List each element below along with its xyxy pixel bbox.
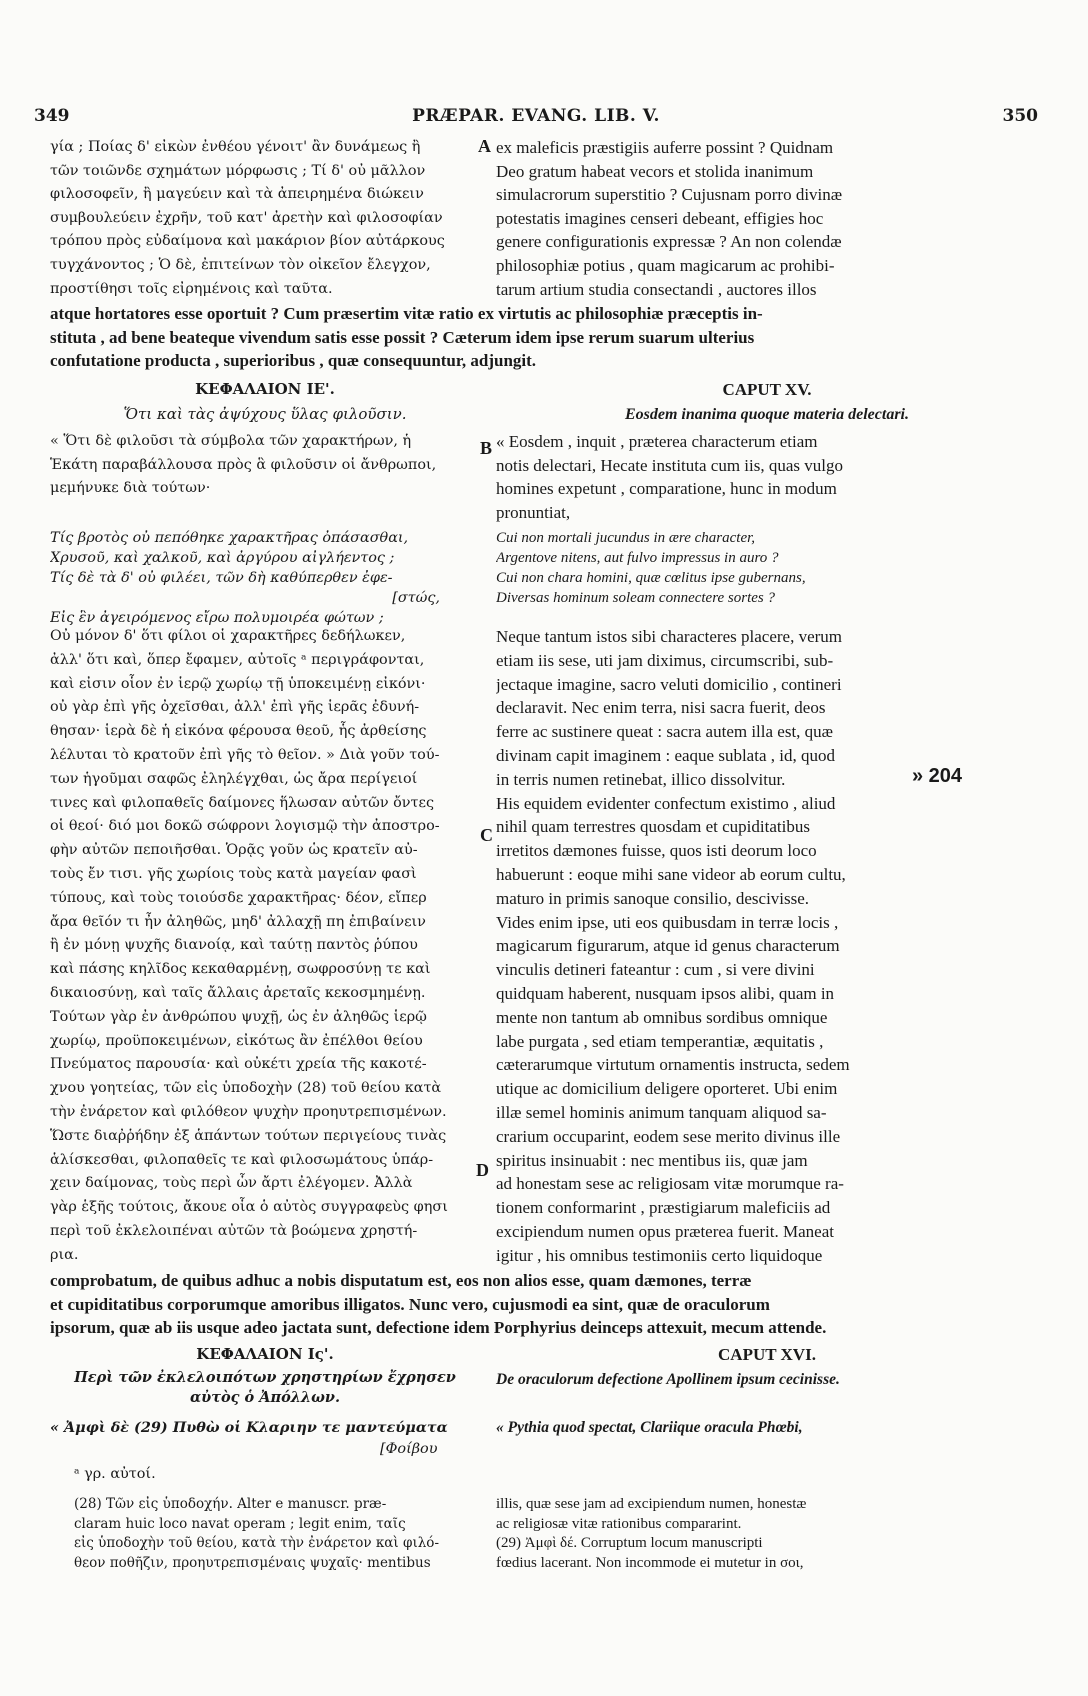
greek-text-line: περὶ τοῦ ἐκλελοιπέναι αὐτῶν τὰ βοώμενα χρηστή- [50, 1222, 418, 1239]
footnote-line: (28) Τῶν εἰς ὑποδοχήν. Alter e manuscr. præ- [74, 1496, 387, 1512]
greek-text-line: φιλοσοφεῖν, ἢ μαγεύειν καὶ τὰ ἀπειρημένα διώκειν [50, 186, 424, 203]
greek-text-line: καὶ εἰσιν οἷον ἐν ἱερῷ χωρίῳ τῇ ὑποκειμένῃ εἰκόνι· [50, 675, 426, 692]
latin-verse-line: Diversas hominum soleam connectere sortes ? [496, 590, 775, 606]
footnote-line: ac religiosæ vitæ rationibus compararint. [496, 1515, 742, 1532]
greek-text-line: Ἑκάτη παραβάλλουσα πρὸς ἃ φιλοῦσιν οἱ ἄνθρωποι, [50, 456, 437, 473]
latin-text-line: excipiendum numen opus præterea fuerit. Maneat [496, 1221, 834, 1241]
greek-top-column [50, 136, 490, 301]
latin-text-line: habuerunt : eoque mihi sane videor ab eorum cultu, [496, 864, 846, 884]
greek-chapter-heading-16: ΚΕΦΑΛΑΙΟΝ Ις'. [196, 1345, 334, 1363]
latin-text-line: maturo in primis sanoque consilio, descivisse. [496, 888, 810, 908]
greek-text-line: οὐ γὰρ ἐπὶ γῆς ὀχεῖσθαι, ἀλλ' ἐπὶ γῆς ἱερᾶς ἐδυνή- [50, 699, 420, 716]
latin-text-line: in terris numen retinebat, illico dissolvitur. [496, 769, 786, 789]
greek-verse-16-cont: [Φοίβου [380, 1441, 438, 1457]
latin-body-15 [496, 625, 1038, 1268]
footnote-line: claram huic loco navat operam ; legit enim, ταῖς [74, 1515, 406, 1532]
running-title: PRÆPAR. EVANG. LIB. V. [412, 106, 660, 126]
greek-chapter-heading-15: ΚΕΦΑΛΑΙΟΝ ΙΕ'. [195, 380, 335, 398]
latin-text-line: Vides enim ipse, uti eos quibusdam in terræ locis , [496, 912, 839, 932]
greek-verse-line: [στώς, [392, 590, 440, 606]
footnote-line: θεον ποθῆζιν, προηυτρεπισμέναις ψυχαῖς· mentibus [74, 1554, 431, 1571]
greek-text-line: « Ὅτι δὲ φιλοῦσι τὰ σύμβολα τῶν χαρακτήρων, ἡ [50, 433, 412, 449]
latin-text-line: ex maleficis præstigiis auferre possint ? Quidnam [496, 138, 834, 157]
latin-text-line: etiam iis sese, uti jam diximus, circumscribi, sub- [496, 650, 834, 670]
latin-text-line: genere configurationis expressæ ? An non colendæ [496, 232, 842, 252]
greek-text-line: χνου γοητείας, τῶν εἰς ὑποδοχὴν (28) τοῦ θείου κατὰ [50, 1080, 442, 1097]
latin-verse-line: Cui non mortali jucundus in ære character, [496, 530, 756, 546]
latin-text-line: magicarum figurarum, atque id genus characterum [496, 936, 840, 956]
greek-text-line: Τούτων γὰρ ἐν ἀνθρώπου ψυχῇ, ὡς ἐν ἀληθῶς ἱερῷ [50, 1008, 427, 1025]
margin-marker-c: C [480, 825, 493, 845]
greek-text-line: ἁλίσκεσθαι, φιλοπαθεῖς τε καὶ φιλοσωμάτους ὑπάρ- [50, 1151, 434, 1168]
latin-chapter-subtitle-15: Eosdem inanima quoque materia delectari. [624, 406, 909, 423]
greek-text-line: χειν δαίμονας, τοὺς περὶ ὧν ἄρτι ἐλέγομεν. Ἀλλὰ [50, 1175, 413, 1192]
footnote-line: εἰς ὑποδοχὴν τοῦ θείου, κατὰ τὴν ἐνάρετον καὶ φιλό- [74, 1535, 440, 1551]
greek-text-line: θησαν· ἱερὰ δὲ ἡ εἰκόνα φέρουσα θεοῦ, ἧς ἀρθείσης [50, 723, 427, 740]
greek-text-line: μεμήνυκε διὰ τούτων· [50, 480, 211, 497]
greek-text-line: τινες καὶ φιλοπαθεῖς δαίμονες ἥλωσαν αὐτῶν ὄντες [50, 794, 435, 811]
latin-text-line: tionem conformarint , præstigiarum maleficiis ad [496, 1198, 831, 1218]
latin-text-line: pronuntiat, [496, 502, 571, 522]
latin-chapter-heading-15: CAPUT XV. [722, 380, 812, 399]
latin-chapter-subtitle-16: De oraculorum defectione Apollinem ipsum cecinisse. [496, 1371, 840, 1388]
latin-text-line: labe purgata , sed etiam temperantiæ, æquitatis , [496, 1031, 824, 1051]
greek-text-line: τῶν τοιῶνδε σχημάτων μόρφωσις ; Τί δ' οὐ μᾶλλον [50, 162, 426, 179]
greek-text-line: τὴν ἐνάρετον καὶ φιλόθεον ψυχὴν προηυτρεπισμένων. [50, 1103, 447, 1120]
latin-text-line: igitur , his omnibus testimoniis certo liquidoque [496, 1245, 823, 1265]
greek-text-line: χωρίῳ, προϋποκειμένων, εἰκότως ἂν ἐπέλθοι θείου [50, 1032, 423, 1049]
latin-text-line: mente non tantum ab omnibus sordibus omnique [496, 1007, 828, 1027]
greek-text-line: Οὐ μόνον δ' ὅτι φίλοι οἱ χαρακτῆρες δεδήλωκεν, [50, 628, 406, 644]
latin-verse-16: « Pythia quod spectat, Clariique oracula Phœbi, [496, 1419, 803, 1436]
latin-text-line: jectaque imagine, sacro veluti domicilio , contineri [496, 674, 842, 694]
right-page-number: 350 [1002, 106, 1038, 126]
greek-text-line: τρόπου πρὸς εὐδαίμονα καὶ μακάριον βίον αὐτάρκους [50, 233, 445, 250]
left-page-number: 349 [34, 106, 70, 126]
latin-text-line: declaravit. Nec enim terra, nisi sacra fuerit, deos [496, 698, 826, 718]
latin-text-line: et cupiditatibus corporumque amoribus illigatos. Nunc vero, cujusmodi ea sint, quæ de oraculorum [50, 1294, 770, 1314]
latin-text-line: simulacrorum superstitio ? Cujusnam porro divinæ [496, 185, 843, 205]
latin-text-line: ferre ac sustinere queat : sacra autem illa est, quæ [496, 722, 834, 742]
latin-text-line: Deo gratum habeat vecors et stolida inanimum [496, 161, 814, 181]
margin-marker-d: D [476, 1160, 489, 1180]
greek-text-line: γὰρ ἑξῆς τούτοις, ἄκουε οἷα ὁ αὐτὸς συγγραφεὺς φησι [50, 1199, 448, 1216]
latin-verse-line: Cui non chara homini, quæ cœlitus ipse gubernans, [496, 570, 806, 586]
latin-full-width-2 [50, 1269, 1038, 1340]
greek-verse-16: « Ἀμφὶ δὲ (29) Πυθὼ οἱ Κλαριην τε μαντεύματα [50, 1419, 448, 1436]
greek-text-line: ρια. [50, 1246, 79, 1263]
greek-text-line: λέλυται τὸ κρατοῦν ἐπὶ γῆς τὸ θεῖον. » Διὰ γοῦν τού- [50, 746, 440, 763]
greek-chapter-subtitle-15: Ὅτι καὶ τὰς ἀψύχους ὕλας φιλοῦσιν. [123, 405, 407, 423]
greek-text-line: τύπους, καὶ τοὺς τοιούσδε χαρακτῆρας· δέον, εἴπερ [50, 889, 427, 906]
latin-text-line: spiritus insinuabit : nec mentibus iis, quæ jam [496, 1150, 808, 1170]
greek-text-line: φὴν αὐτῶν πεποιῆσθαι. Ὁρᾷς γοῦν ὡς κρατεῖν αὐ- [50, 842, 418, 859]
footnote-line: fœdius lacerant. Non incommode ei mutetur in σοι, [496, 1554, 804, 1571]
greek-text-line: Ὥστε διαῤῥήδην ἐξ ἁπάντων τούτων περιγείους τινὰς [50, 1127, 447, 1144]
greek-text-line: οἱ θεοί· διό μοι δοκῶ σώφρονι λογισμῷ τὴν ἀποστρο- [50, 818, 440, 835]
latin-text-line: homines expetunt , comparatione, hunc in modum [496, 479, 837, 499]
latin-text-line: ipsorum, quæ ab iis usque adeo jactata sunt, defectione idem Porphyrius deinceps attexuit, mecum attende. [50, 1318, 827, 1338]
greek-text-line: ἢ ἐν μόνῃ ψυχῆς διανοίᾳ, καὶ ταύτῃ παντὸς ῥύπου [50, 937, 418, 954]
latin-text-line: utique ac domicilium deligere oporteret. Ubi enim [496, 1079, 838, 1099]
latin-verse-line: Argentove nitens, aut fulvo impressus in auro ? [496, 550, 779, 566]
footnotes-left [74, 1495, 484, 1573]
latin-intro-15 [496, 430, 1038, 524]
greek-text-line: τοὺς ἔν τισι. γῆς χωρίοις τοὺς κατὰ μαγείαν φασὶ [50, 865, 417, 882]
latin-text-line: vinculis detineri fateantur : cum , si vere divini [496, 960, 815, 980]
greek-text-line: ἄρα θεῖόν τι ἦν ἀληθῶς, μηδ' ἀλλαχῇ πη ἐπιβαίνειν [50, 913, 426, 930]
latin-text-line: comprobatum, de quibus adhuc a nobis disputatum est, eos non alios esse, quam dæmones, terræ [50, 1271, 752, 1290]
greek-body-15 [50, 625, 480, 1268]
greek-text-line: δικαιοσύνῃ, καὶ ταῖς ἄλλαις ἀρεταῖς κεκοσμημένῃ. [50, 984, 426, 1001]
latin-text-line: notis delectari, Hecate instituta cum iis, quas vulgo [496, 455, 843, 475]
latin-text-line: confutatione producta , superioribus , quæ consequuntur, adjungit. [50, 351, 537, 371]
column-number-marker: » 204 [912, 765, 963, 787]
greek-chapter-subtitle-16a: Περὶ τῶν ἐκλελοιπότων χρηστηρίων ἔχρησεν [74, 1369, 456, 1386]
latin-top-column [496, 136, 1038, 301]
latin-text-line: His equidem evidenter confectum existimo , aliud [496, 793, 836, 813]
latin-text-line: Neque tantum istos sibi characteres placere, verum [496, 627, 843, 646]
greek-chapter-subtitle-16b: αὐτὸς ὁ Ἀπόλλων. [189, 1389, 341, 1406]
footnotes-right [496, 1495, 1038, 1573]
latin-text-line: cæterarumque virtutum ornamentis instructa, sedem [496, 1055, 850, 1075]
latin-text-line: ad honestam sese ac religiosam vitæ morumque ra- [496, 1174, 844, 1194]
greek-text-line: τυγχάνοντος ; Ὁ δὲ, ἐπιτείνων τὸν οἰκεῖον ἔλεγχον, [50, 256, 431, 273]
book-page [34, 0, 1038, 1696]
latin-text-line: tarum artium studia consectandi , auctores illos [496, 279, 817, 299]
latin-text-line: stituta , ad bene beateque vivendum satis esse possit ? Cæterum idem ipse rerum suarum ulterius [50, 327, 755, 347]
latin-text-line: « Eosdem , inquit , præterea characterum etiam [496, 432, 818, 451]
greek-text-line: συμβουλεύειν ἐχρῆν, τοῦ κατ' ἀρετὴν καὶ φιλοσοφίαν [50, 209, 443, 226]
greek-intro-15 [50, 430, 480, 501]
latin-full-width-1 [50, 302, 1038, 373]
latin-text-line: nihil quam terrestres quosdam et cupiditatibus [496, 817, 810, 837]
latin-chapter-heading-16: CAPUT XVI. [718, 1345, 816, 1364]
latin-text-line: quidquam haberent, nusquam ipsos alibi, quam in [496, 983, 835, 1003]
greek-text-line: γία ; Ποίας δ' εἰκὼν ἐνθέου γένοιτ' ἂν δυνάμεως ἢ [50, 139, 421, 155]
latin-verse-15 [496, 528, 1038, 608]
latin-text-line: crarium occuparint, eodem sese merito divinus ille [496, 1126, 841, 1146]
greek-verse-line: Χρυσοῦ, καὶ χαλκοῦ, καὶ ἀργύρου αἰγλήεντος ; [50, 550, 395, 566]
greek-text-line: ἀλλ' ὅτι καὶ, ὅπερ ἔφαμεν, αὐτοῖς ᵃ περιγράφονται, [50, 651, 425, 668]
latin-text-line: philosophiæ potius , quam magicarum ac prohibi- [496, 255, 835, 275]
footnote-line: illis, quæ sese jam ad excipiendum numen, honestæ [496, 1496, 807, 1512]
margin-marker-b: B [480, 438, 493, 458]
page-header [34, 106, 1038, 130]
greek-verse-line: Εἰς ἓν ἀγειρόμενος εἴρω πολυμοιρέα φώτων ; [50, 610, 384, 626]
greek-text-line: προστίθησι τοῖς εἰρημένοις καὶ ταῦτα. [50, 280, 333, 297]
greek-verse-line: Τίς βροτὸς οὐ πεπόθηκε χαρακτῆρας ὀπάσασθαι, [50, 530, 409, 546]
latin-text-line: irretitos dæmones fuisse, quos isti deorum loco [496, 841, 817, 861]
latin-text-line: divinam capit imaginem : eaque sublata , id, quod [496, 745, 835, 765]
greek-text-line: των ἡγοῦμαι σαφῶς ἐληλέγχθαι, ὡς ἄρα περίγειοί [50, 770, 418, 787]
greek-footnote-variant: ᵃ γρ. αὐτοί. [74, 1466, 156, 1482]
latin-text-line: potestatis imagines censeri debeant, effigies hoc [496, 208, 824, 228]
margin-marker-a: A [478, 136, 491, 156]
latin-text-line: illæ semel hominis animum tanquam aliquod sa- [496, 1102, 827, 1122]
latin-text-line: atque hortatores esse oportuit ? Cum præsertim vitæ ratio ex virtutis ac philosophiæ præceptis in- [50, 304, 763, 323]
greek-text-line: Πνεύματος παρουσία· καὶ οὐκέτι χρεία τῆς κακοτέ- [50, 1056, 427, 1073]
greek-verse-line: Τίς δὲ τὰ δ' οὐ φιλέει, τῶν δὴ καθύπερθεν ἐφε- [50, 570, 393, 586]
greek-verse-15 [50, 528, 480, 628]
greek-text-line: καὶ πάσης κηλῖδος κεκαθαρμένῃ, σωφροσύνῃ τε καὶ [50, 961, 431, 978]
footnote-line: (29) Ἀμφὶ δέ. Corruptum locum manuscripti [496, 1535, 763, 1551]
